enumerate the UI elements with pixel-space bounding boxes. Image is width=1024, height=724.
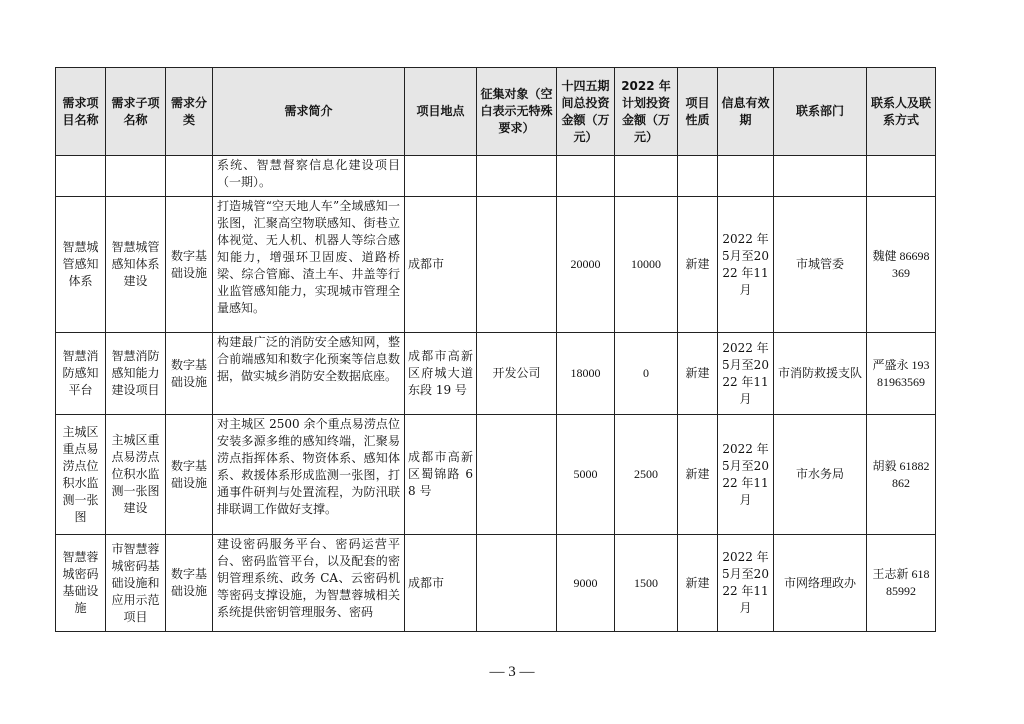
cell-summary: 建设密码服务平台、密码运营平台、密码监管平台，以及配套的密钥管理系统、政务 CA、云密码机等密码支撑设施，为智慧蓉城相关系统提供密钥管理服务、密码 [213,535,405,632]
cell-validity: 2022 年5月至2022 年11 月 [718,535,774,632]
cell-location: 成都市 [405,535,477,632]
cell-summary: 系统、智慧督察信息化建设项目（一期）。 [213,156,405,197]
cell-contact [867,156,936,197]
header-category: 需求分类 [166,68,213,156]
header-total-invest: 十四五期间总投资金额（万元） [557,68,615,156]
cell-name: 主城区重点易涝点位积水监测一张图 [56,415,106,535]
header-department: 联系部门 [774,68,867,156]
cell-validity: 2022 年5月至2022 年11 月 [718,415,774,535]
requirements-table [55,67,936,632]
cell-sub-name: 主城区重点易涝点位积水监测一张图建设 [106,415,166,535]
cell-contact: 魏健 86698369 [867,197,936,333]
cell-total-invest: 20000 [557,197,615,333]
cell-target [477,415,557,535]
cell-validity: 2022 年5月至2022 年11 月 [718,197,774,333]
cell-target [477,535,557,632]
cell-location: 成都市高新区蜀锦路 68 号 [405,415,477,535]
page-number: — 3 — [489,664,535,680]
cell-target: 开发公司 [477,333,557,415]
cell-total-invest: 9000 [557,535,615,632]
cell-target [477,197,557,333]
cell-sub-name: 智慧城管感知体系建设 [106,197,166,333]
cell-nature: 新建 [678,415,718,535]
cell-category: 数字基础设施 [166,197,213,333]
cell-category: 数字基础设施 [166,535,213,632]
cell-total-invest: 18000 [557,333,615,415]
header-summary: 需求简介 [213,68,405,156]
cell-summary: 构建最广泛的消防安全感知网，整合前端感知和数字化预案等信息数据，做实城乡消防安全数据底座。 [213,333,405,415]
cell-location: 成都市高新区府城大道东段 19 号 [405,333,477,415]
cell-total-invest [557,156,615,197]
table-row [56,197,936,333]
cell-department: 市消防救援支队 [774,333,867,415]
cell-sub-name: 市智慧蓉城密码基础设施和应用示范项目 [106,535,166,632]
header-location: 项目地点 [405,68,477,156]
cell-nature [678,156,718,197]
header-validity: 信息有效期 [718,68,774,156]
cell-name [56,156,106,197]
cell-department: 市网络理政办 [774,535,867,632]
cell-name: 智慧城管感知体系 [56,197,106,333]
cell-contact: 胡毅 61882862 [867,415,936,535]
table-row [56,156,936,197]
cell-name: 智慧蓉城密码基础设施 [56,535,106,632]
header-plan-invest: 2022 年计划投资金额（万元） [615,68,678,156]
cell-plan-invest [615,156,678,197]
header-name: 需求项目名称 [56,68,106,156]
header-nature: 项目性质 [678,68,718,156]
header-target: 征集对象（空白表示无特殊要求） [477,68,557,156]
cell-contact: 严盛永 19381963569 [867,333,936,415]
cell-location [405,156,477,197]
cell-department: 市城管委 [774,197,867,333]
cell-plan-invest: 10000 [615,197,678,333]
cell-department [774,156,867,197]
cell-nature: 新建 [678,197,718,333]
cell-validity [718,156,774,197]
cell-nature: 新建 [678,535,718,632]
header-sub-name: 需求子项名称 [106,68,166,156]
cell-department: 市水务局 [774,415,867,535]
table-row [56,535,936,632]
cell-validity: 2022 年5月至2022 年11 月 [718,333,774,415]
cell-name: 智慧消防感知平台 [56,333,106,415]
cell-contact: 王志新 61885992 [867,535,936,632]
cell-category [166,156,213,197]
cell-category: 数字基础设施 [166,333,213,415]
cell-summary: 对主城区 2500 余个重点易涝点位安装多源多维的感知终端，汇聚易涝点指挥体系、物资体系、感知体系、救援体系形成监测一张图，打通事件研判与处置流程，为防汛联排联调工作做好支撑。 [213,415,405,535]
cell-plan-invest: 2500 [615,415,678,535]
cell-nature: 新建 [678,333,718,415]
cell-summary: 打造城管“空天地人车”全域感知一张图，汇聚高空物联感知、街巷立体视觉、无人机、机器人等综合感知能力，增强环卫固废、道路桥梁、综合管廊、渣土车、井盖等行业监管感知能力，实现城市管理全量感知。 [213,197,405,333]
table-header-row [56,68,936,156]
cell-plan-invest: 1500 [615,535,678,632]
table-row [56,415,936,535]
cell-total-invest: 5000 [557,415,615,535]
cell-sub-name [106,156,166,197]
cell-plan-invest: 0 [615,333,678,415]
header-contact: 联系人及联系方式 [867,68,936,156]
cell-target [477,156,557,197]
cell-category: 数字基础设施 [166,415,213,535]
cell-sub-name: 智慧消防感知能力建设项目 [106,333,166,415]
cell-location: 成都市 [405,197,477,333]
table-row [56,333,936,415]
